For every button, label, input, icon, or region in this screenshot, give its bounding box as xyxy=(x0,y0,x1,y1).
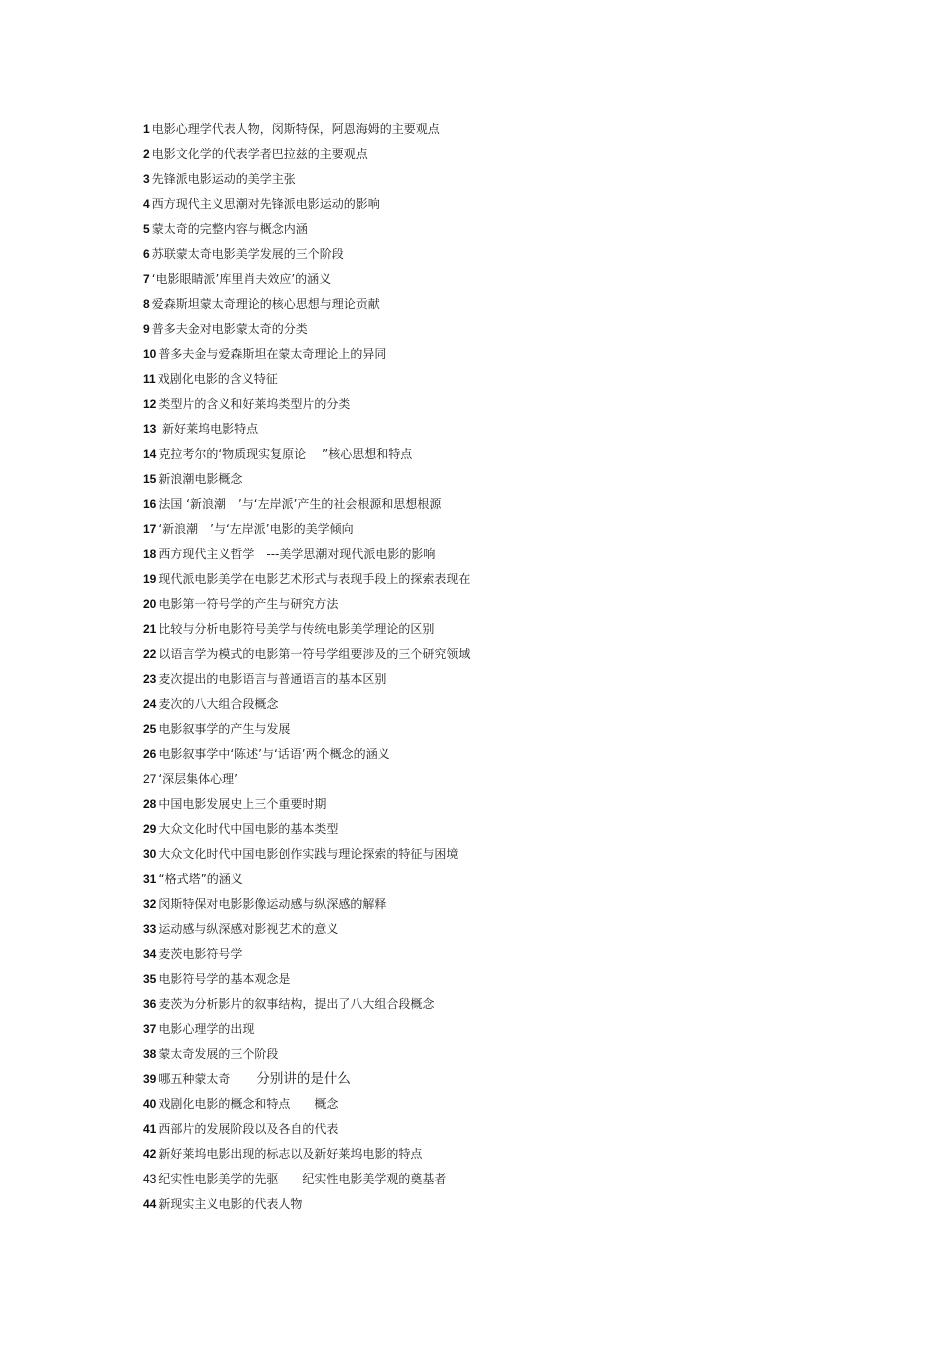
item-text: 电影文化学的代表学者巴拉兹的主要观点 xyxy=(151,147,368,161)
list-item xyxy=(143,892,903,917)
item-text: 戏剧化电影的概念和特点 概念 xyxy=(158,1097,339,1111)
item-number: 33 xyxy=(143,922,157,936)
list-item xyxy=(143,367,903,392)
item-text: 电影心理学代表人物，闵斯特保，阿恩海姆的主要观点 xyxy=(151,122,440,136)
list-item xyxy=(143,767,903,792)
item-number: 42 xyxy=(143,1147,157,1161)
list-item xyxy=(143,667,903,692)
list-item xyxy=(143,292,903,317)
item-text: 戏剧化电影的含义特征 xyxy=(157,372,278,386)
list-item xyxy=(143,542,903,567)
item-text: 苏联蒙太奇电影美学发展的三个阶段 xyxy=(151,247,344,261)
list-item xyxy=(143,267,903,292)
list-item xyxy=(143,742,903,767)
list-item xyxy=(143,442,903,467)
list-item xyxy=(143,592,903,617)
item-text: 新浪潮电影概念 xyxy=(158,472,243,486)
item-text: 新好莱坞电影特点 xyxy=(158,422,259,436)
list-item xyxy=(143,517,903,542)
item-number: 34 xyxy=(143,947,157,961)
item-number: 26 xyxy=(143,747,157,761)
item-number: 13 xyxy=(143,422,157,436)
list-item xyxy=(143,317,903,342)
item-text: 蒙太奇发展的三个阶段 xyxy=(158,1047,279,1061)
list-item xyxy=(143,392,903,417)
item-text: 爱森斯坦蒙太奇理论的核心思想与理论贡献 xyxy=(151,297,380,311)
list-item xyxy=(143,792,903,817)
item-text: 普多夫金与爱森斯坦在蒙太奇理论上的异同 xyxy=(158,347,387,361)
item-number: 1 xyxy=(143,122,150,136)
item-number: 10 xyxy=(143,347,157,361)
item-number: 14 xyxy=(143,447,157,461)
item-extra-text: 分别讲的是什么 xyxy=(256,1071,351,1087)
item-text: 先锋派电影运动的美学主张 xyxy=(151,172,296,186)
item-number: 11 xyxy=(143,372,156,386)
list-item xyxy=(143,992,903,1017)
item-number: 22 xyxy=(143,647,157,661)
list-item xyxy=(143,967,903,992)
item-text: 以语言学为模式的电影第一符号学组要涉及的三个研究领域 xyxy=(158,647,471,661)
item-text: 哪五种蒙太奇 xyxy=(158,1072,231,1086)
item-number: 29 xyxy=(143,822,157,836)
item-text: 麦次提出的电影语言与普通语言的基本区别 xyxy=(158,672,387,686)
item-text: 电影符号学的基本观念是 xyxy=(158,972,291,986)
item-text: 电影第一符号学的产生与研究方法 xyxy=(158,597,339,611)
item-number: 4 xyxy=(143,197,150,211)
list-item xyxy=(143,417,903,442)
item-text: “格式塔”的涵义 xyxy=(158,872,243,886)
item-text: 麦茨为分析影片的叙事结构，提出了八大组合段概念 xyxy=(158,997,435,1011)
item-text: 大众文化时代中国电影的基本类型 xyxy=(158,822,339,836)
item-number: 28 xyxy=(143,797,157,811)
item-number: 8 xyxy=(143,297,150,311)
list-item xyxy=(143,817,903,842)
item-text: 蒙太奇的完整内容与概念内涵 xyxy=(151,222,308,236)
item-number: 41 xyxy=(143,1122,157,1136)
item-number: 21 xyxy=(143,622,157,636)
item-number: 2 xyxy=(143,147,150,161)
item-text: 电影心理学的出现 xyxy=(158,1022,255,1036)
item-text: 法国 ‘新浪潮 ’与‘左岸派’产生的社会根源和思想根源 xyxy=(158,497,442,511)
list-item xyxy=(143,492,903,517)
list-item xyxy=(143,567,903,592)
list-item xyxy=(143,617,903,642)
item-text: 电影叙事学中‘陈述’与‘话语’两个概念的涵义 xyxy=(158,747,390,761)
item-text: ‘新浪潮 ’与‘左岸派’电影的美学倾向 xyxy=(158,522,354,536)
list-item xyxy=(143,1092,903,1117)
item-text: 克拉考尔的‘物质现实复原论 ”核心思想和特点 xyxy=(158,447,413,461)
item-number: 27 xyxy=(143,772,157,786)
list-item xyxy=(143,1192,903,1217)
list-item xyxy=(143,1017,903,1042)
item-text: 电影叙事学的产生与发展 xyxy=(158,722,291,736)
item-text: 麦次的八大组合段概念 xyxy=(158,697,279,711)
item-number: 19 xyxy=(143,572,157,586)
list-item xyxy=(143,117,903,142)
list-item xyxy=(143,242,903,267)
item-text: ‘电影眼睛派’库里肖夫效应’的涵义 xyxy=(151,272,332,286)
item-number: 12 xyxy=(143,397,157,411)
item-text: 纪实性电影美学的先驱 纪实性电影美学观的奠基者 xyxy=(158,1172,447,1186)
list-item xyxy=(143,142,903,167)
item-number: 9 xyxy=(143,322,150,336)
list-item xyxy=(143,342,903,367)
list-item xyxy=(143,842,903,867)
item-text: 西部片的发展阶段以及各自的代表 xyxy=(158,1122,339,1136)
item-text: 西方现代主义哲学 ---美学思潮对现代派电影的影响 xyxy=(158,547,436,561)
item-number: 18 xyxy=(143,547,157,561)
item-number: 17 xyxy=(143,522,157,536)
item-number: 3 xyxy=(143,172,150,186)
list-item xyxy=(143,192,903,217)
list-item xyxy=(143,467,903,492)
item-number: 24 xyxy=(143,697,157,711)
list-item xyxy=(143,642,903,667)
list-item xyxy=(143,1167,903,1192)
item-text: 比较与分析电影符号美学与传统电影美学理论的区别 xyxy=(158,622,435,636)
list-item xyxy=(143,167,903,192)
list-item xyxy=(143,1067,903,1092)
item-number: 6 xyxy=(143,247,150,261)
item-text: ‘深层集体心理’ xyxy=(158,772,238,786)
list-item xyxy=(143,692,903,717)
item-text: 大众文化时代中国电影创作实践与理论探索的特征与困境 xyxy=(158,847,459,861)
item-text: 西方现代主义思潮对先锋派电影运动的影响 xyxy=(151,197,380,211)
item-number: 40 xyxy=(143,1097,157,1111)
item-text: 闵斯特保对电影影像运动感与纵深感的解释 xyxy=(158,897,387,911)
item-number: 15 xyxy=(143,472,157,486)
list-item xyxy=(143,1142,903,1167)
item-text: 新现实主义电影的代表人物 xyxy=(158,1197,303,1211)
item-number: 35 xyxy=(143,972,157,986)
item-number: 37 xyxy=(143,1022,157,1036)
item-number: 43 xyxy=(143,1172,157,1186)
item-text: 现代派电影美学在电影艺术形式与表现手段上的探索表现在 xyxy=(158,572,471,586)
item-text: 麦茨电影符号学 xyxy=(158,947,243,961)
item-number: 31 xyxy=(143,872,157,886)
list-item xyxy=(143,1042,903,1067)
item-number: 44 xyxy=(143,1197,157,1211)
item-number: 5 xyxy=(143,222,150,236)
item-number: 30 xyxy=(143,847,157,861)
question-list xyxy=(143,117,903,1217)
item-text: 中国电影发展史上三个重要时期 xyxy=(158,797,327,811)
item-text: 普多夫金对电影蒙太奇的分类 xyxy=(151,322,308,336)
item-number: 36 xyxy=(143,997,157,1011)
item-text: 运动感与纵深感对影视艺术的意义 xyxy=(158,922,339,936)
list-item xyxy=(143,942,903,967)
item-number: 7 xyxy=(143,272,150,286)
item-number: 23 xyxy=(143,672,157,686)
item-text: 新好莱坞电影出现的标志以及新好莱坞电影的特点 xyxy=(158,1147,423,1161)
list-item xyxy=(143,1117,903,1142)
item-number: 38 xyxy=(143,1047,157,1061)
list-item xyxy=(143,717,903,742)
list-item xyxy=(143,917,903,942)
item-number: 39 xyxy=(143,1072,157,1086)
item-number: 32 xyxy=(143,897,157,911)
item-text: 类型片的含义和好莱坞类型片的分类 xyxy=(158,397,351,411)
item-number: 25 xyxy=(143,722,157,736)
list-item xyxy=(143,867,903,892)
item-number: 16 xyxy=(143,497,157,511)
list-item xyxy=(143,217,903,242)
item-number: 20 xyxy=(143,597,157,611)
